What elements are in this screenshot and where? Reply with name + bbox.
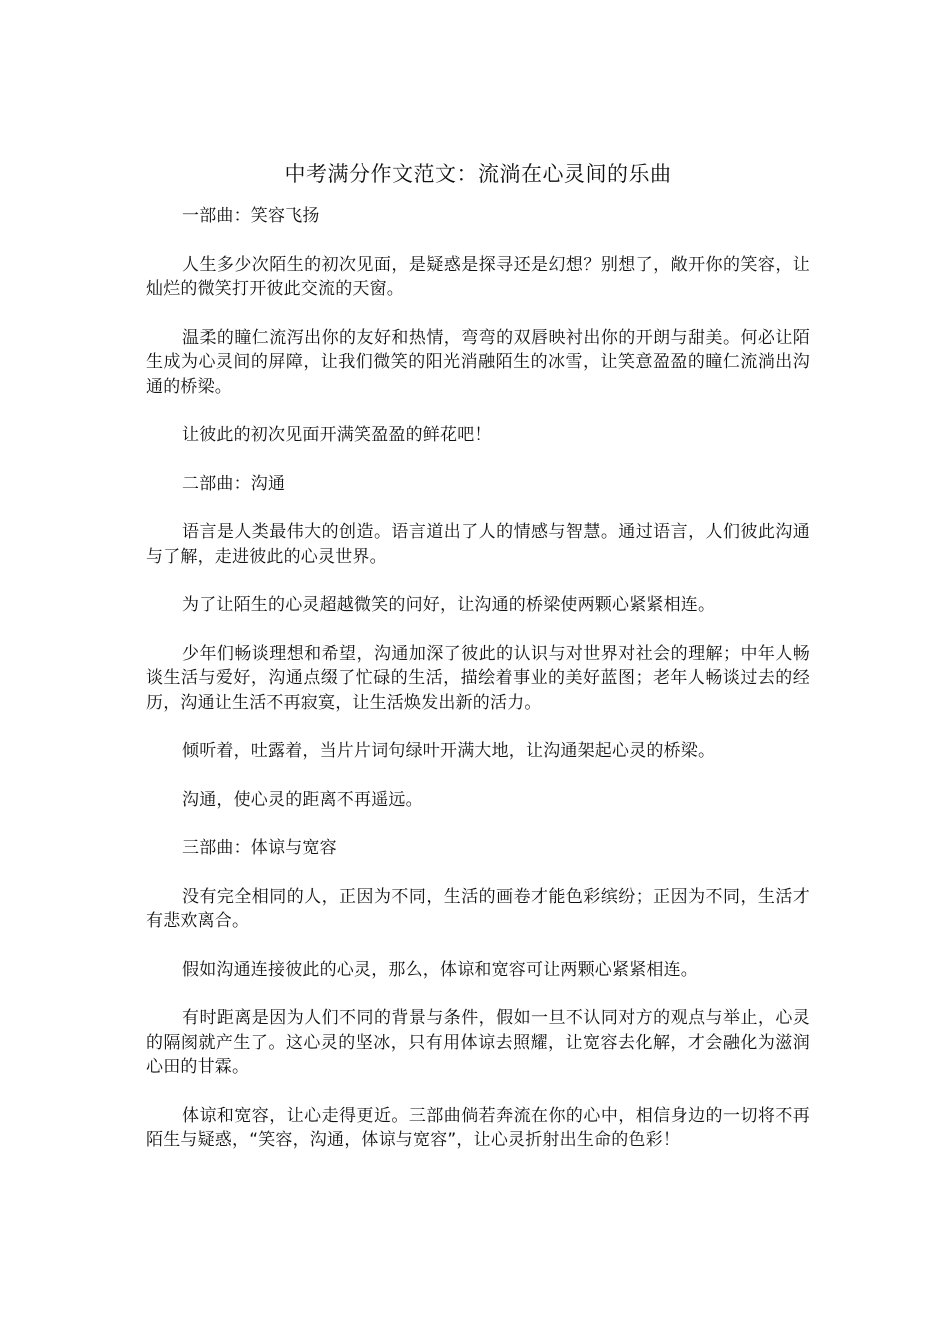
section-2-paragraph-1: 语言是人类最伟大的创造。语言道出了人的情感与智慧。通过语言，人们彼此沟通与了解，走进彼此的心灵世界。 bbox=[146, 522, 810, 567]
section-2-heading: 二部曲：沟通 bbox=[182, 473, 286, 494]
section-2-paragraph-4: 倾听着，吐露着，当片片词句绿叶开满大地，让沟通架起心灵的桥梁。 bbox=[182, 741, 716, 761]
document-title: 中考满分作文范文：流淌在心灵间的乐曲 bbox=[284, 162, 672, 186]
section-2-paragraph-2: 为了让陌生的心灵超越微笑的问好，让沟通的桥梁使两颗心紧紧相连。 bbox=[182, 595, 716, 615]
section-2-paragraph-5: 沟通，使心灵的距离不再遥远。 bbox=[182, 789, 423, 810]
section-3-paragraph-3: 有时距离是因为人们不同的背景与条件，假如一旦不认同对方的观点与举止，心灵的隔阂就产生了。这心灵的坚冰，只有用体谅去照耀，让宽容去化解，才会融化为滋润心田的甘霖。 bbox=[146, 1008, 810, 1077]
section-1-paragraph-2: 温柔的瞳仁流泻出你的友好和热情，弯弯的双唇映衬出你的开朗与甜美。何必让陌生成为心灵间的屏障，让我们微笑的阳光消融陌生的冰雪，让笑意盈盈的瞳仁流淌出沟通的桥梁。 bbox=[146, 327, 810, 397]
section-3-paragraph-1: 没有完全相同的人，正因为不同，生活的画卷才能色彩缤纷；正因为不同，生活才有悲欢离合。 bbox=[146, 886, 810, 931]
section-3-heading: 三部曲：体谅与宽容 bbox=[182, 838, 337, 858]
document-body bbox=[146, 158, 810, 1177]
section-1-paragraph-3: 让彼此的初次见面开满笑盈盈的鲜花吧！ bbox=[182, 425, 492, 445]
section-2-paragraph-3: 少年们畅谈理想和希望，沟通加深了彼此的认识与对世界对社会的理解；中年人畅谈生活与爱好，沟通点缀了忙碌的生活，描绘着事业的美好蓝图；老年人畅谈过去的经历，沟通让生活不再寂寞，让生活焕发出新的活力。 bbox=[146, 643, 810, 713]
section-3-paragraph-2: 假如沟通连接彼此的心灵，那么，体谅和宽容可让两颗心紧紧相连。 bbox=[182, 959, 698, 980]
section-3-paragraph-4: 体谅和宽容，让心走得更近。三部曲倘若奔流在你的心中，相信身边的一切将不再陌生与疑惑，“笑容，沟通，体谅与宽容”，让心灵折射出生命的色彩！ bbox=[146, 1105, 810, 1150]
section-1-heading: 一部曲：笑容飞扬 bbox=[182, 206, 320, 226]
section-1-paragraph-1: 人生多少次陌生的初次见面，是疑惑是探寻还是幻想？别想了，敞开你的笑容，让灿烂的微笑打开彼此交流的天窗。 bbox=[146, 254, 810, 299]
